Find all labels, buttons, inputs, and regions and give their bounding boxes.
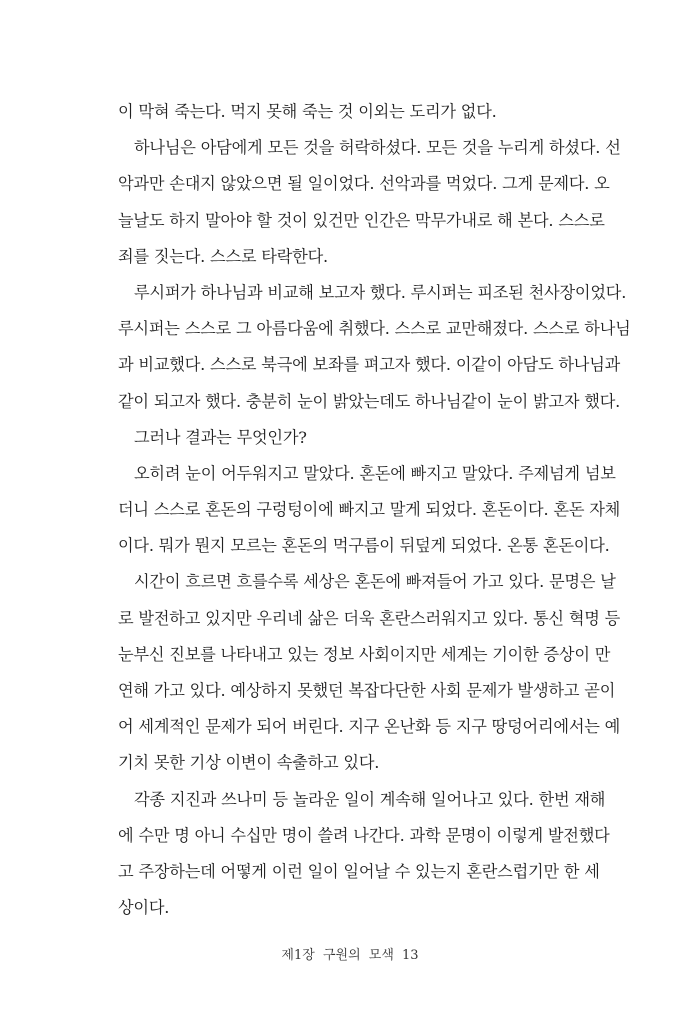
text-line: 오히려 눈이 어두워지고 말았다. 혼돈에 빠지고 말았다. 주제넘게 넘보 bbox=[134, 463, 616, 483]
text-line: 죄를 짓는다. 스스로 타락한다. bbox=[118, 246, 328, 266]
body-text bbox=[118, 98, 631, 930]
text-line: 루시퍼가 하나님과 비교해 보고자 했다. 루시퍼는 피조된 천사장이었다. bbox=[134, 282, 627, 302]
text-line: 상이다. bbox=[118, 898, 170, 918]
text-line: 로 발전하고 있지만 우리네 삶은 더욱 혼란스러워지고 있다. 통신 혁명 등 bbox=[118, 608, 621, 628]
text-line: 하나님은 아담에게 모든 것을 허락하셨다. 모든 것을 누리게 하셨다. 선 bbox=[134, 138, 621, 158]
text-line: 고 주장하는데 어떻게 이런 일이 일어날 수 있는지 혼란스럽기만 한 세 bbox=[118, 861, 600, 881]
text-line: 그러나 결과는 무엇인가? bbox=[134, 427, 307, 447]
page-number: 13 bbox=[402, 948, 419, 963]
text-line: 루시퍼는 스스로 그 아름다움에 취했다. 스스로 교만해졌다. 스스로 하나님 bbox=[118, 319, 631, 339]
text-line: 과 비교했다. 스스로 북극에 보좌를 펴고자 했다. 이같이 아담도 하나님과 bbox=[118, 355, 621, 375]
chapter-label: 제1장 bbox=[281, 948, 315, 963]
text-line: 더니 스스로 혼돈의 구렁텅이에 빠지고 말게 되었다. 혼돈이다. 혼돈 자체 bbox=[118, 500, 621, 520]
text-line: 이 막혀 죽는다. 먹지 못해 죽는 것 이외는 도리가 없다. bbox=[118, 102, 497, 121]
text-line: 어 세계적인 문제가 되어 버린다. 지구 온난화 등 지구 땅덩어리에서는 예 bbox=[118, 717, 621, 737]
text-line: 연해 가고 있다. 예상하지 못했던 복잡다단한 사회 문제가 발생하고 곧이 bbox=[118, 681, 616, 700]
text-line: 기치 못한 기상 이변이 속출하고 있다. bbox=[118, 753, 380, 773]
text-line: 늘날도 하지 말아야 할 것이 있건만 인간은 막무가내로 해 본다. 스스로 bbox=[118, 210, 605, 230]
text-line: 이다. 뭐가 뭔지 모르는 혼돈의 먹구름이 뒤덮게 되었다. 온통 혼돈이다. bbox=[118, 536, 610, 556]
page-footer bbox=[0, 944, 700, 963]
text-line: 눈부신 진보를 나타내고 있는 정보 사회이지만 세계는 기이한 증상이 만 bbox=[118, 644, 611, 664]
text-line: 같이 되고자 했다. 충분히 눈이 밝았는데도 하나님같이 눈이 밝고자 했다. bbox=[118, 391, 621, 411]
chapter-title: 구원의 모색 bbox=[322, 948, 394, 963]
text-line: 각종 지진과 쓰나미 등 놀라운 일이 계속해 일어나고 있다. 한번 재해 bbox=[134, 789, 606, 809]
text-line: 악과만 손대지 않았으면 될 일이었다. 선악과를 먹었다. 그게 문제다. 오 bbox=[118, 174, 610, 194]
text-line: 에 수만 명 아니 수십만 명이 쓸려 나간다. 과학 문명이 이렇게 발전했다 bbox=[118, 825, 610, 845]
text-line: 시간이 흐르면 흐를수록 세상은 혼돈에 빠져들어 가고 있다. 문명은 날 bbox=[134, 572, 616, 592]
